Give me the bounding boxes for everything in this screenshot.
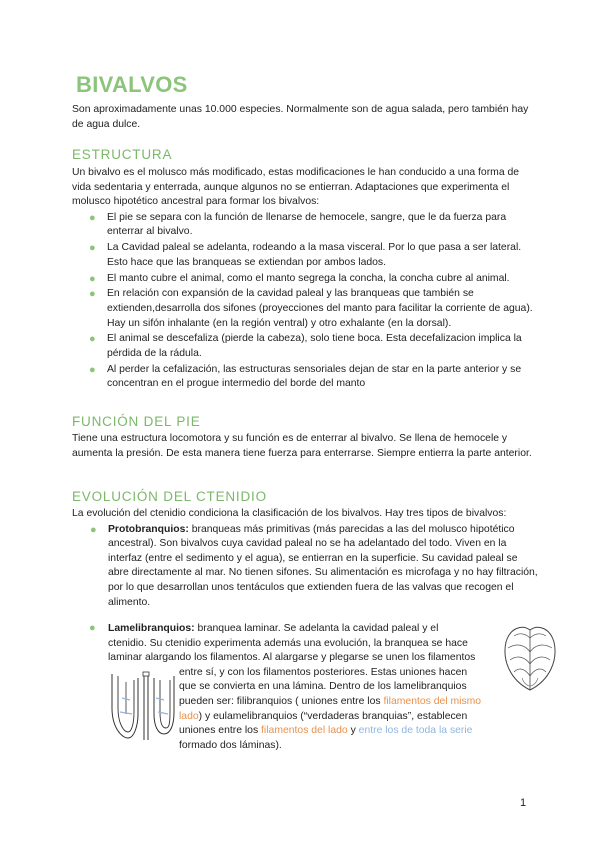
intro-paragraph: [72, 103, 538, 132]
list-item: ● Protobranquios: branqueas más primitivas (más parecidas a las del molusco hipotético ancestral). Son bivalvos cuya cavidad paleal no se ha adelantado del todo. Viven en la interfaz (entre el sedimento y el agua), se entierran en la superficie. Su cavidad paleal se abre directamente al mar. No tienen sifones. Su alimentación es microfaga y no hay filtración, por lo que desarrollan unos tentáculos que extienden fuera de las valvas que recogen el alimento.: [90, 523, 538, 608]
bullet-icon: ●: [90, 523, 97, 536]
list-item: ● La Cavidad paleal se adelanta, rodeando a la masa visceral. Por lo que pasa a ser lateral. Esto hace que las branqueas se extiendan por ambos lados.: [89, 242, 522, 268]
bullet-icon: ●: [89, 242, 96, 255]
page-number: 1: [520, 797, 527, 809]
intro-text: Son aproximadamente unas 10.000 especies. Normalmente son de agua salada, pero también hay de agua dulce.: [72, 104, 529, 130]
bivalve-shell-illustration: [500, 620, 560, 694]
section-heading-funcion-pie: FUNCIÓN DEL PIE: [72, 414, 201, 429]
term-lamelibranquios: Lamelibranquios:: [108, 623, 195, 634]
estructura-bullet-list: [72, 211, 538, 392]
funcion-pie-text: Tiene una estructura locomotora y su función es de enterrar al bivalvo. Se llena de hemocele y aumenta la presión. De esta manera tiene fuerza para enterrarse. Siempre entierra la parte anterior.: [72, 433, 532, 459]
estructura-text: Un bivalvo es el molusco más modificado, estas modificaciones le han conducido a una forma de vida sedentaria y enterrada, aunque algunos no se entierran. Adaptaciones que experimenta el molusco hipotético ancestral para formar los bivalvos:: [72, 167, 520, 208]
list-item: ● En relación con expansión de la cavidad paleal y las branqueas que también se extienden,desarrolla dos sifones (proyecciones del manto para facilitar la corriente de agua). Hay un sifón inhalante (en la región ventral) y otro exhalante (en la dorsal).: [89, 288, 533, 329]
list-item: ● Al perder la cefalización, las estructuras sensoriales dejan de star en la parte anterior y se concentran en el progue intermedio del borde del manto: [89, 363, 522, 390]
list-item: ● El animal se descefaliza (pierde la cabeza), solo tiene boca. Esta decefalizacion implica la pérdida de la rádula.: [89, 333, 522, 359]
lamelibranquios-item: ● Lamelibranquios: branquea laminar. Se adelanta la cavidad paleal y el ctenidio. Su ctenidio experimenta además una evolución, la branquea se hace laminar alargando los filamentos. Al alargarse y plegarse se unen los filamentos entre sí, y con los filamentos posteriores. Estas uniones hacen que se convierta en una lámina. Dentro de los lamelibranquios pueden ser: filibranquios ( uniones entre los filamentos del mismo lado) y eulamelibranquios (“verdaderas branquias”, establecen uniones entre los filamentos del lado y entre los de toda la serie formado dos láminas).: [89, 622, 482, 751]
page-title: BIVALVOS: [76, 72, 188, 97]
list-item: ● El manto cubre el animal, como el manto segrega la concha, la concha cubre al animal.: [89, 272, 510, 285]
bullet-icon: ●: [89, 211, 96, 224]
bullet-icon: ●: [89, 333, 96, 346]
section-funcion-pie: [72, 414, 538, 461]
bullet-icon: ●: [89, 363, 96, 376]
bullet-icon: ●: [89, 622, 96, 634]
bullet-icon: ●: [89, 288, 96, 301]
term-protobranquios: Protobranquios:: [108, 523, 189, 535]
section-heading-ctenidio: EVOLUCIÓN DEL CTENIDIO: [72, 489, 267, 504]
section-ctenidio: [72, 489, 538, 611]
gill-filaments-illustration: [108, 668, 178, 744]
section-heading-estructura: ESTRUCTURA: [72, 147, 173, 162]
bullet-icon: ●: [89, 272, 96, 285]
ctenidio-bullet-list: [72, 523, 538, 611]
list-item: ● El pie se separa con la función de llenarse de hemocele, sangre, que le da fuerza para enterrar al bivalvo.: [89, 211, 507, 238]
section-estructura: [72, 147, 538, 393]
ctenidio-text: La evolución del ctenidio condiciona la clasificación de los bivalvos. Hay tres tipos de bivalvos:: [72, 508, 507, 519]
